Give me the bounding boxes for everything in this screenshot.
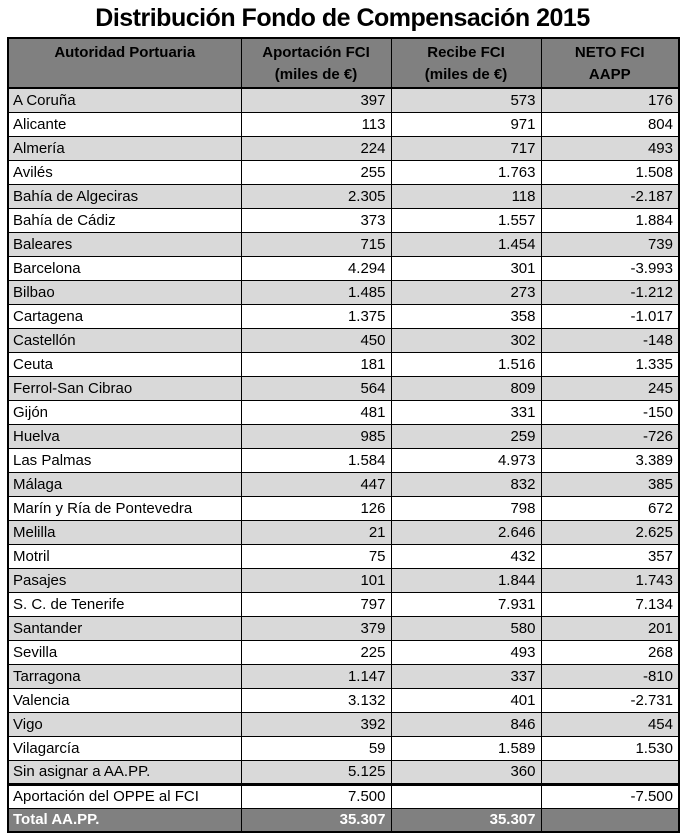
neto-cell: 739 bbox=[541, 232, 679, 256]
fci-distribution-table bbox=[7, 37, 680, 833]
port-name-cell: Ceuta bbox=[8, 352, 241, 376]
aportacion-cell: 379 bbox=[241, 616, 391, 640]
neto-cell: 268 bbox=[541, 640, 679, 664]
recibe-cell: 580 bbox=[391, 616, 541, 640]
table-row bbox=[8, 184, 679, 208]
port-name-cell: Barcelona bbox=[8, 256, 241, 280]
port-name-cell: Vilagarcía bbox=[8, 736, 241, 760]
table-row bbox=[8, 424, 679, 448]
neto-cell: 1.508 bbox=[541, 160, 679, 184]
header-line1: Recibe FCI bbox=[427, 44, 505, 61]
aportacion-cell: 5.125 bbox=[241, 760, 391, 784]
header-line1: Autoridad Portuaria bbox=[54, 44, 196, 61]
header-row bbox=[8, 38, 679, 88]
port-name-cell: Vigo bbox=[8, 712, 241, 736]
recibe-cell: 2.646 bbox=[391, 520, 541, 544]
recibe-cell: 301 bbox=[391, 256, 541, 280]
table-row bbox=[8, 688, 679, 712]
table-row bbox=[8, 304, 679, 328]
neto-cell: -726 bbox=[541, 424, 679, 448]
aportacion-cell: 101 bbox=[241, 568, 391, 592]
aportacion-cell: 3.132 bbox=[241, 688, 391, 712]
port-name-cell: Aportación del OPPE al FCI bbox=[8, 784, 241, 808]
table-body bbox=[8, 88, 679, 808]
port-name-cell: Alicante bbox=[8, 112, 241, 136]
recibe-cell: 273 bbox=[391, 280, 541, 304]
aportacion-cell: 21 bbox=[241, 520, 391, 544]
header-line1: NETO FCI bbox=[574, 44, 645, 61]
recibe-cell: 1.589 bbox=[391, 736, 541, 760]
recibe-cell: 337 bbox=[391, 664, 541, 688]
aportacion-cell: 715 bbox=[241, 232, 391, 256]
recibe-cell: 259 bbox=[391, 424, 541, 448]
recibe-cell: 432 bbox=[391, 544, 541, 568]
table-row bbox=[8, 544, 679, 568]
table-row bbox=[8, 616, 679, 640]
table-row bbox=[8, 520, 679, 544]
total-label-cell: Total AA.PP. bbox=[8, 808, 241, 832]
header-line2: (miles de €) bbox=[424, 66, 508, 83]
neto-cell: -7.500 bbox=[541, 784, 679, 808]
recibe-cell: 1.844 bbox=[391, 568, 541, 592]
table-row bbox=[8, 376, 679, 400]
table-row bbox=[8, 328, 679, 352]
total-neto-cell bbox=[541, 808, 679, 832]
neto-cell: 1.743 bbox=[541, 568, 679, 592]
table-row bbox=[8, 472, 679, 496]
aportacion-cell: 797 bbox=[241, 592, 391, 616]
aportacion-cell: 450 bbox=[241, 328, 391, 352]
neto-cell: 804 bbox=[541, 112, 679, 136]
neto-cell: 3.389 bbox=[541, 448, 679, 472]
table-row bbox=[8, 496, 679, 520]
table-row bbox=[8, 784, 679, 808]
aportacion-cell: 1.584 bbox=[241, 448, 391, 472]
aportacion-cell: 1.375 bbox=[241, 304, 391, 328]
aportacion-cell: 126 bbox=[241, 496, 391, 520]
table-row bbox=[8, 256, 679, 280]
port-name-cell: Castellón bbox=[8, 328, 241, 352]
table-row bbox=[8, 352, 679, 376]
port-name-cell: Tarragona bbox=[8, 664, 241, 688]
header-line1: Aportación FCI bbox=[262, 44, 370, 61]
neto-cell: 672 bbox=[541, 496, 679, 520]
aportacion-cell: 1.485 bbox=[241, 280, 391, 304]
table-row bbox=[8, 640, 679, 664]
neto-cell: -2.731 bbox=[541, 688, 679, 712]
neto-cell: -150 bbox=[541, 400, 679, 424]
port-name-cell: Marín y Ría de Pontevedra bbox=[8, 496, 241, 520]
table-row bbox=[8, 160, 679, 184]
header-recibe-fci bbox=[391, 38, 541, 88]
header-autoridad-portuaria bbox=[8, 38, 241, 88]
aportacion-cell: 481 bbox=[241, 400, 391, 424]
recibe-cell bbox=[391, 784, 541, 808]
port-name-cell: Málaga bbox=[8, 472, 241, 496]
neto-cell: 245 bbox=[541, 376, 679, 400]
table-header bbox=[8, 38, 679, 88]
neto-cell: 2.625 bbox=[541, 520, 679, 544]
aportacion-cell: 447 bbox=[241, 472, 391, 496]
aportacion-cell: 2.305 bbox=[241, 184, 391, 208]
table-footer bbox=[8, 808, 679, 832]
neto-cell bbox=[541, 760, 679, 784]
neto-cell: -810 bbox=[541, 664, 679, 688]
aportacion-cell: 985 bbox=[241, 424, 391, 448]
total-aportacion-cell: 35.307 bbox=[241, 808, 391, 832]
table-row bbox=[8, 280, 679, 304]
port-name-cell: A Coruña bbox=[8, 88, 241, 112]
port-name-cell: Bahía de Cádiz bbox=[8, 208, 241, 232]
aportacion-cell: 7.500 bbox=[241, 784, 391, 808]
table-row bbox=[8, 712, 679, 736]
aportacion-cell: 392 bbox=[241, 712, 391, 736]
port-name-cell: Sevilla bbox=[8, 640, 241, 664]
neto-cell: -2.187 bbox=[541, 184, 679, 208]
aportacion-cell: 59 bbox=[241, 736, 391, 760]
recibe-cell: 331 bbox=[391, 400, 541, 424]
port-name-cell: Almería bbox=[8, 136, 241, 160]
recibe-cell: 809 bbox=[391, 376, 541, 400]
aportacion-cell: 255 bbox=[241, 160, 391, 184]
header-neto-fci bbox=[541, 38, 679, 88]
table-row bbox=[8, 448, 679, 472]
neto-cell: 1.884 bbox=[541, 208, 679, 232]
port-name-cell: Ferrol-San Cibrao bbox=[8, 376, 241, 400]
table-row bbox=[8, 592, 679, 616]
table-row bbox=[8, 88, 679, 112]
port-name-cell: S. C. de Tenerife bbox=[8, 592, 241, 616]
aportacion-cell: 1.147 bbox=[241, 664, 391, 688]
neto-cell: 1.530 bbox=[541, 736, 679, 760]
table-row bbox=[8, 736, 679, 760]
recibe-cell: 302 bbox=[391, 328, 541, 352]
aportacion-cell: 225 bbox=[241, 640, 391, 664]
port-name-cell: Baleares bbox=[8, 232, 241, 256]
port-name-cell: Melilla bbox=[8, 520, 241, 544]
recibe-cell: 401 bbox=[391, 688, 541, 712]
neto-cell: -1.017 bbox=[541, 304, 679, 328]
aportacion-cell: 4.294 bbox=[241, 256, 391, 280]
port-name-cell: Motril bbox=[8, 544, 241, 568]
total-recibe-cell: 35.307 bbox=[391, 808, 541, 832]
table-row bbox=[8, 400, 679, 424]
neto-cell: -3.993 bbox=[541, 256, 679, 280]
recibe-cell: 4.973 bbox=[391, 448, 541, 472]
neto-cell: -1.212 bbox=[541, 280, 679, 304]
aportacion-cell: 224 bbox=[241, 136, 391, 160]
neto-cell: -148 bbox=[541, 328, 679, 352]
port-name-cell: Sin asignar a AA.PP. bbox=[8, 760, 241, 784]
table-row bbox=[8, 112, 679, 136]
recibe-cell: 118 bbox=[391, 184, 541, 208]
aportacion-cell: 564 bbox=[241, 376, 391, 400]
recibe-cell: 1.516 bbox=[391, 352, 541, 376]
header-line2: AAPP bbox=[588, 66, 631, 83]
recibe-cell: 573 bbox=[391, 88, 541, 112]
table-row bbox=[8, 760, 679, 784]
aportacion-cell: 113 bbox=[241, 112, 391, 136]
port-name-cell: Santander bbox=[8, 616, 241, 640]
recibe-cell: 832 bbox=[391, 472, 541, 496]
port-name-cell: Avilés bbox=[8, 160, 241, 184]
port-name-cell: Gijón bbox=[8, 400, 241, 424]
recibe-cell: 7.931 bbox=[391, 592, 541, 616]
header-line2: (miles de €) bbox=[274, 66, 358, 83]
recibe-cell: 493 bbox=[391, 640, 541, 664]
aportacion-cell: 181 bbox=[241, 352, 391, 376]
neto-cell: 385 bbox=[541, 472, 679, 496]
recibe-cell: 1.557 bbox=[391, 208, 541, 232]
aportacion-cell: 373 bbox=[241, 208, 391, 232]
neto-cell: 493 bbox=[541, 136, 679, 160]
page-title: Distribución Fondo de Compensación 2015 bbox=[95, 4, 590, 32]
port-name-cell: Huelva bbox=[8, 424, 241, 448]
aportacion-cell: 75 bbox=[241, 544, 391, 568]
recibe-cell: 798 bbox=[391, 496, 541, 520]
header-aportacion-fci bbox=[241, 38, 391, 88]
recibe-cell: 1.763 bbox=[391, 160, 541, 184]
recibe-cell: 360 bbox=[391, 760, 541, 784]
port-name-cell: Bilbao bbox=[8, 280, 241, 304]
table-row bbox=[8, 208, 679, 232]
port-name-cell: Las Palmas bbox=[8, 448, 241, 472]
recibe-cell: 1.454 bbox=[391, 232, 541, 256]
table-row bbox=[8, 568, 679, 592]
recibe-cell: 846 bbox=[391, 712, 541, 736]
port-name-cell: Cartagena bbox=[8, 304, 241, 328]
recibe-cell: 717 bbox=[391, 136, 541, 160]
port-name-cell: Pasajes bbox=[8, 568, 241, 592]
neto-cell: 454 bbox=[541, 712, 679, 736]
table-row bbox=[8, 232, 679, 256]
port-name-cell: Valencia bbox=[8, 688, 241, 712]
port-name-cell: Bahía de Algeciras bbox=[8, 184, 241, 208]
aportacion-cell: 397 bbox=[241, 88, 391, 112]
neto-cell: 7.134 bbox=[541, 592, 679, 616]
table-row bbox=[8, 136, 679, 160]
neto-cell: 357 bbox=[541, 544, 679, 568]
neto-cell: 201 bbox=[541, 616, 679, 640]
neto-cell: 176 bbox=[541, 88, 679, 112]
total-row bbox=[8, 808, 679, 832]
neto-cell: 1.335 bbox=[541, 352, 679, 376]
recibe-cell: 358 bbox=[391, 304, 541, 328]
recibe-cell: 971 bbox=[391, 112, 541, 136]
table-row bbox=[8, 664, 679, 688]
